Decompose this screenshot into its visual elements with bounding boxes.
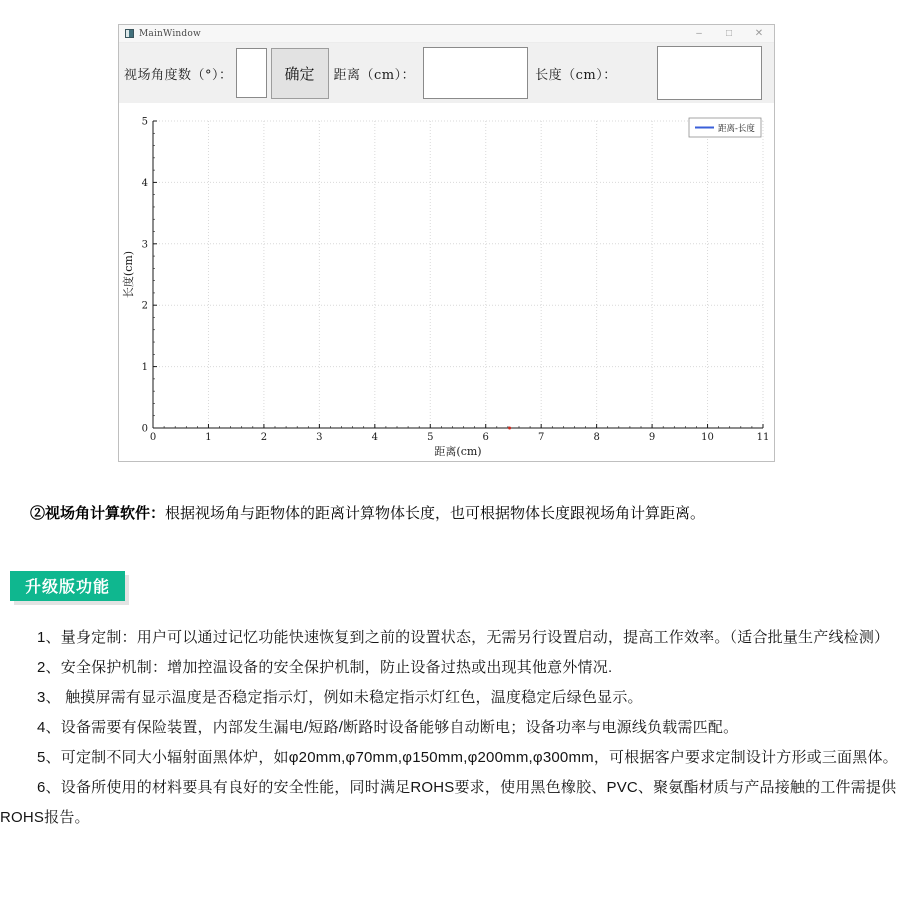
svg-text:7: 7 — [537, 432, 545, 443]
svg-text:1: 1 — [205, 432, 212, 443]
svg-text:5: 5 — [141, 116, 148, 128]
svg-text:2: 2 — [260, 432, 268, 443]
distance-label: 距离（cm）： — [333, 67, 416, 83]
svg-text:1: 1 — [141, 362, 148, 374]
svg-text:0: 0 — [141, 423, 148, 435]
input-form — [119, 43, 774, 103]
length-input[interactable] — [657, 46, 762, 100]
feature-item: 4、设备需要有保险装置，内部发生漏电/短路/断路时设备能够自动断电；设备功率与电源线负载需匹配。 — [37, 719, 739, 736]
chart-area — [119, 103, 774, 461]
upgrade-features-badge: 升级版功能 — [10, 571, 125, 601]
confirm-button[interactable]: 确定 — [271, 48, 329, 99]
svg-text:9: 9 — [648, 432, 656, 443]
window-title: MainWindow — [139, 28, 201, 39]
feature-item: 6、设备所使用的材料要具有良好的安全性能，同时满足ROHS要求，使用黑色橡胶、PVC、聚氨酯材质与产品接触的工件需提供ROHS报告。 — [0, 779, 897, 826]
description-title: ②视场角计算软件： — [30, 505, 166, 522]
svg-text:3: 3 — [141, 239, 148, 251]
svg-text:2: 2 — [141, 300, 148, 312]
minimize-button[interactable]: – — [696, 28, 702, 39]
feature-list — [0, 623, 900, 833]
description-text: 根据视场角与距物体的距离计算物体长度，也可根据物体长度跟视场角计算距离。 — [165, 505, 706, 522]
svg-text:0: 0 — [149, 432, 157, 443]
svg-text:8: 8 — [593, 432, 600, 443]
svg-text:5: 5 — [427, 432, 434, 443]
feature-item: 2、安全保护机制：增加控温设备的安全保护机制，防止设备过热或出现其他意外情况. — [37, 659, 613, 676]
close-button[interactable]: ✕ — [754, 28, 764, 39]
length-label: 长度（cm）： — [535, 67, 617, 83]
software-description — [0, 503, 900, 524]
svg-text:4: 4 — [371, 432, 379, 443]
feature-item: 1、量身定制：用户可以通过记忆功能快速恢复到之前的设置状态，无需另行设置启动，提高工作效率。（适合批量生产线检测） — [37, 629, 890, 646]
chart-svg — [119, 103, 774, 461]
titlebar — [119, 25, 774, 43]
app-icon — [125, 29, 134, 38]
maximize-button[interactable]: □ — [725, 28, 733, 39]
svg-text:距离-长度: 距离-长度 — [718, 124, 755, 134]
fov-input[interactable] — [236, 48, 267, 98]
svg-text:距离(cm): 距离(cm) — [434, 445, 482, 458]
svg-text:10: 10 — [701, 432, 714, 443]
distance-input[interactable] — [423, 47, 528, 99]
main-window — [118, 24, 775, 462]
fov-label: 视场角度数（°）： — [124, 67, 233, 83]
feature-item: 3、 触摸屏需有显示温度是否稳定指示灯，例如未稳定指示灯红色，温度稳定后绿色显示。 — [37, 689, 643, 706]
svg-text:4: 4 — [141, 177, 148, 189]
svg-text:11: 11 — [756, 432, 770, 443]
svg-text:6: 6 — [482, 432, 489, 443]
svg-text:长度(cm): 长度(cm) — [122, 250, 135, 299]
svg-text:3: 3 — [316, 432, 323, 443]
feature-item: 5、可定制不同大小辐射面黑体炉，如φ20mm,φ70mm,φ150mm,φ200mm,φ300mm，可根据客户要求定制设计方形或三面黑体。 — [37, 749, 898, 766]
